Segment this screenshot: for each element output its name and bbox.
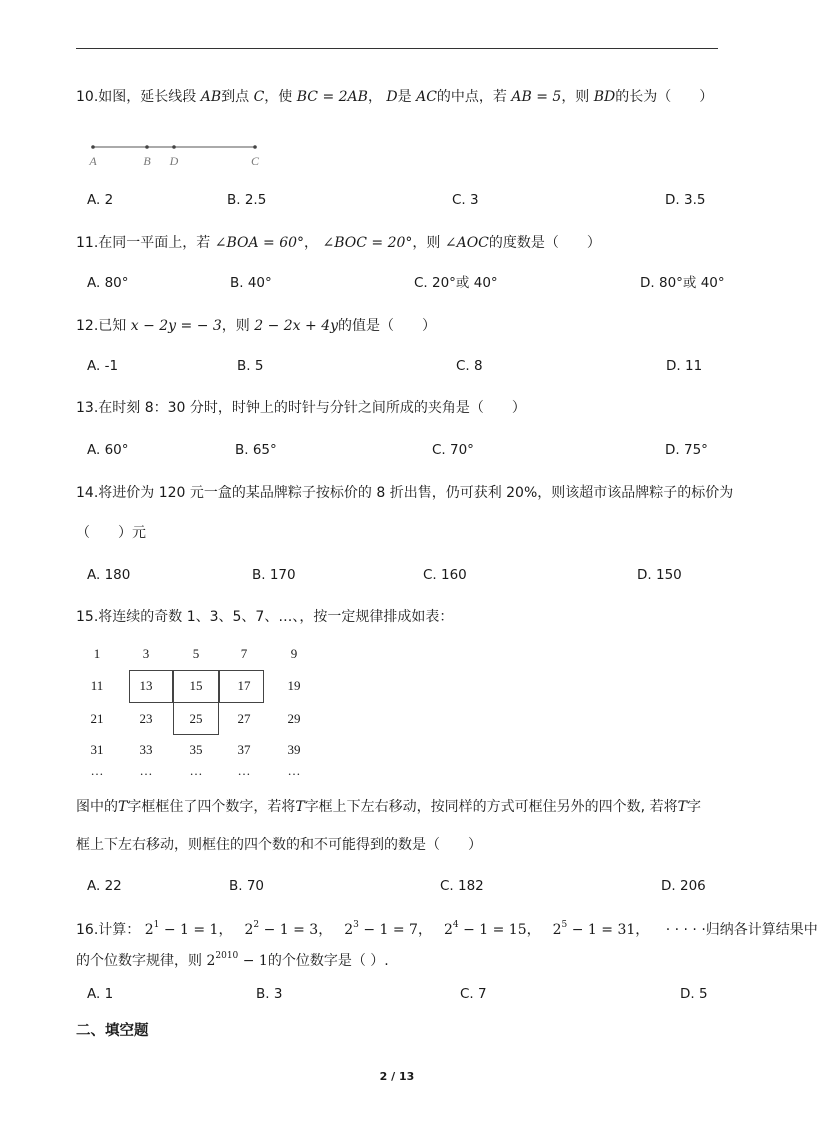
power-term: $2^5 - 1 = 31$， <box>552 920 650 938</box>
result-value: 31 <box>617 922 636 938</box>
question-12 <box>76 317 436 335</box>
question-text: 的个位数字是（ ）. <box>267 953 389 969</box>
question-14-line1: 14.将进价为 120 元一盒的某品牌粽子按标价的 8 折出售，仍可获利 20%，则该超市该品牌粽子的标价为 <box>76 485 734 501</box>
question-text: 的值是（ ） <box>338 318 437 334</box>
question-number: 10. <box>76 89 99 105</box>
power-term: $2^3 - 1 = 7$， <box>344 920 432 938</box>
option-a[interactable]: A. -1 <box>87 358 119 374</box>
option-d[interactable]: D. 80°或 40° <box>640 275 725 291</box>
question-number: 11. <box>76 235 99 251</box>
question-text: ，则 <box>221 318 250 334</box>
question-text: 是 <box>397 89 412 105</box>
math-equation: ∠BOA = 60° <box>214 235 305 251</box>
table-cell: 39 <box>287 742 301 757</box>
power-term: $2^4 - 1 = 15$， <box>443 920 541 938</box>
question-text: 字 <box>686 799 701 815</box>
question-13: 13.在时刻 8：30 分时，时钟上的时针与分针之间所成的夹角是（ ） <box>76 400 526 416</box>
math-segment: AB <box>200 89 222 105</box>
option-b[interactable]: B. 3 <box>256 986 283 1002</box>
option-c[interactable]: C. 3 <box>452 192 479 208</box>
exponent: 5 <box>561 920 568 930</box>
question-15-para2: 框上下左右移动，则框住的四个数的和不可能得到的数是（ ） <box>76 837 482 853</box>
math-t: T <box>295 799 305 815</box>
table-cell: 25 <box>189 711 203 726</box>
option-b[interactable]: B. 5 <box>237 358 264 374</box>
option-d[interactable]: D. 206 <box>661 878 706 894</box>
question-15-para1 <box>76 798 701 816</box>
exponent: 2010 <box>215 951 239 961</box>
table-cell: … <box>90 763 104 778</box>
question-text: 字框上下左右移动，按同样的方式可框住另外的四个数, 若将 <box>304 799 678 815</box>
table-cell: 1 <box>93 646 101 661</box>
question-text: 的个位数字规律，则 <box>76 953 202 969</box>
math-equation: AB = 5 <box>511 89 562 105</box>
math-segment: BD <box>593 89 616 105</box>
table-cell: 5 <box>192 646 200 661</box>
t-frame-cell <box>173 670 219 703</box>
header-rule <box>76 48 718 49</box>
question-text: 图中的 <box>76 799 118 815</box>
result-value: 15 <box>508 922 527 938</box>
table-cell: … <box>287 763 301 778</box>
table-cell: … <box>189 763 203 778</box>
exponent: 4 <box>452 920 459 930</box>
math-t: T <box>677 799 687 815</box>
point-b-label: B <box>143 154 151 168</box>
point-a-dot <box>91 145 95 149</box>
result-value: 7 <box>409 922 418 938</box>
question-10 <box>76 88 713 106</box>
question-text: ， <box>367 89 382 105</box>
result-value: 3 <box>309 922 319 938</box>
option-d[interactable]: D. 11 <box>666 358 703 374</box>
point-b-dot <box>145 145 149 149</box>
table-cell: 19 <box>287 678 301 693</box>
section-title: 二、填空题 <box>76 1023 149 1039</box>
table-cell: 13 <box>139 678 153 693</box>
option-d[interactable]: D. 150 <box>637 567 682 583</box>
question-text: 的中点，若 <box>436 89 507 105</box>
table-cell: 35 <box>189 742 203 757</box>
math-equation: ∠BOC = 20° <box>322 235 413 251</box>
question-text: 归纳各计算结果中 <box>705 922 818 938</box>
option-b[interactable]: B. 2.5 <box>227 192 267 208</box>
option-b[interactable]: B. 40° <box>230 275 272 291</box>
power-term: $2^2 - 1 = 3$， <box>244 920 333 938</box>
point-d-dot <box>172 145 176 149</box>
table-cell: 31 <box>90 742 104 757</box>
point-c-dot <box>253 145 257 149</box>
table-cell: 3 <box>142 646 150 661</box>
option-a[interactable]: A. 1 <box>87 986 114 1002</box>
t-frame-cell <box>219 670 264 703</box>
option-d[interactable]: D. 5 <box>680 986 708 1002</box>
question-text: ，则 <box>412 235 441 251</box>
table-cell: 15 <box>189 678 203 693</box>
option-a[interactable]: A. 60° <box>87 442 129 458</box>
math-t: T <box>118 799 128 815</box>
question-text: 的长为（ ） <box>615 89 714 105</box>
option-b[interactable]: B. 170 <box>252 567 296 583</box>
option-b[interactable]: B. 65° <box>235 442 277 458</box>
option-d[interactable]: D. 75° <box>665 442 708 458</box>
point-a-label: A <box>89 154 97 168</box>
table-cell: … <box>139 763 153 778</box>
option-c[interactable]: C. 70° <box>432 442 474 458</box>
option-c[interactable]: C. 7 <box>460 986 487 1002</box>
table-cell: 33 <box>139 742 153 757</box>
question-text: 字框框住了四个数字，若将 <box>127 799 296 815</box>
math-expression: $2^{2010} - 1$ <box>206 951 268 969</box>
question-14-line2: （ ）元 <box>76 525 146 541</box>
exponent: 2 <box>253 920 260 930</box>
option-a[interactable]: A. 22 <box>87 878 122 894</box>
math-expression: 2 − 2x + 4y <box>254 318 339 334</box>
point-c-label: C <box>250 154 260 168</box>
ellipsis: · · · · · <box>665 922 706 938</box>
question-text: 在同一平面上，若 <box>98 235 211 251</box>
question-text: ，使 <box>264 89 293 105</box>
math-segment: AC <box>416 89 437 105</box>
option-c[interactable]: C. 182 <box>440 878 484 894</box>
question-text: 已知 <box>98 318 127 334</box>
question-number: 16. <box>76 922 99 938</box>
math-point: C <box>253 89 265 105</box>
table-cell: 27 <box>237 711 251 726</box>
t-frame-cell <box>129 670 173 703</box>
point-d-label: D <box>169 154 179 168</box>
power-terms <box>145 922 662 938</box>
question-text: 计算： <box>98 922 141 938</box>
table-cell: 7 <box>240 646 248 661</box>
question-text: 到点 <box>221 89 250 105</box>
question-text: 如图，延长线段 <box>98 89 197 105</box>
option-a[interactable]: A. 2 <box>87 192 114 208</box>
segment-figure <box>84 138 274 170</box>
option-c[interactable]: C. 20°或 40° <box>414 275 498 291</box>
question-15-intro: 15.将连续的奇数 1、3、5、7、…、，按一定规律排成如表： <box>76 609 454 625</box>
table-cell: 11 <box>90 678 104 693</box>
option-d[interactable]: D. 3.5 <box>665 192 706 208</box>
option-b[interactable]: B. 70 <box>229 878 265 894</box>
t-frame-cell <box>173 702 219 735</box>
math-point: D <box>386 89 398 105</box>
table-cell: 21 <box>90 711 104 726</box>
table-cell: 37 <box>237 742 251 757</box>
exponent: 3 <box>353 920 359 930</box>
question-number: 12. <box>76 318 99 334</box>
power-term: $2^1 - 1 = 1$， <box>144 920 233 938</box>
question-11 <box>76 234 601 252</box>
table-cell: 23 <box>139 711 153 726</box>
option-c[interactable]: C. 8 <box>456 358 483 374</box>
table-cell: … <box>237 763 251 778</box>
question-16-line1 <box>76 921 818 939</box>
math-angle: ∠AOC <box>444 235 489 251</box>
table-cell: 17 <box>237 678 251 693</box>
math-equation: BC = 2AB <box>296 89 368 105</box>
question-text: ，则 <box>561 89 590 105</box>
math-equation: x − 2y = − 3 <box>130 318 222 334</box>
option-c[interactable]: C. 160 <box>423 567 467 583</box>
question-16-line2 <box>76 952 389 970</box>
table-cell: 9 <box>290 646 298 661</box>
page-indicator: 2 / 13 <box>379 1070 415 1083</box>
option-a[interactable]: A. 80° <box>87 275 129 291</box>
question-text: ， <box>304 235 319 251</box>
exponent: 1 <box>153 920 160 930</box>
question-text: 的度数是（ ） <box>488 235 601 251</box>
option-a[interactable]: A. 180 <box>87 567 131 583</box>
result-value: 1 <box>209 922 219 938</box>
table-cell: 29 <box>287 711 301 726</box>
